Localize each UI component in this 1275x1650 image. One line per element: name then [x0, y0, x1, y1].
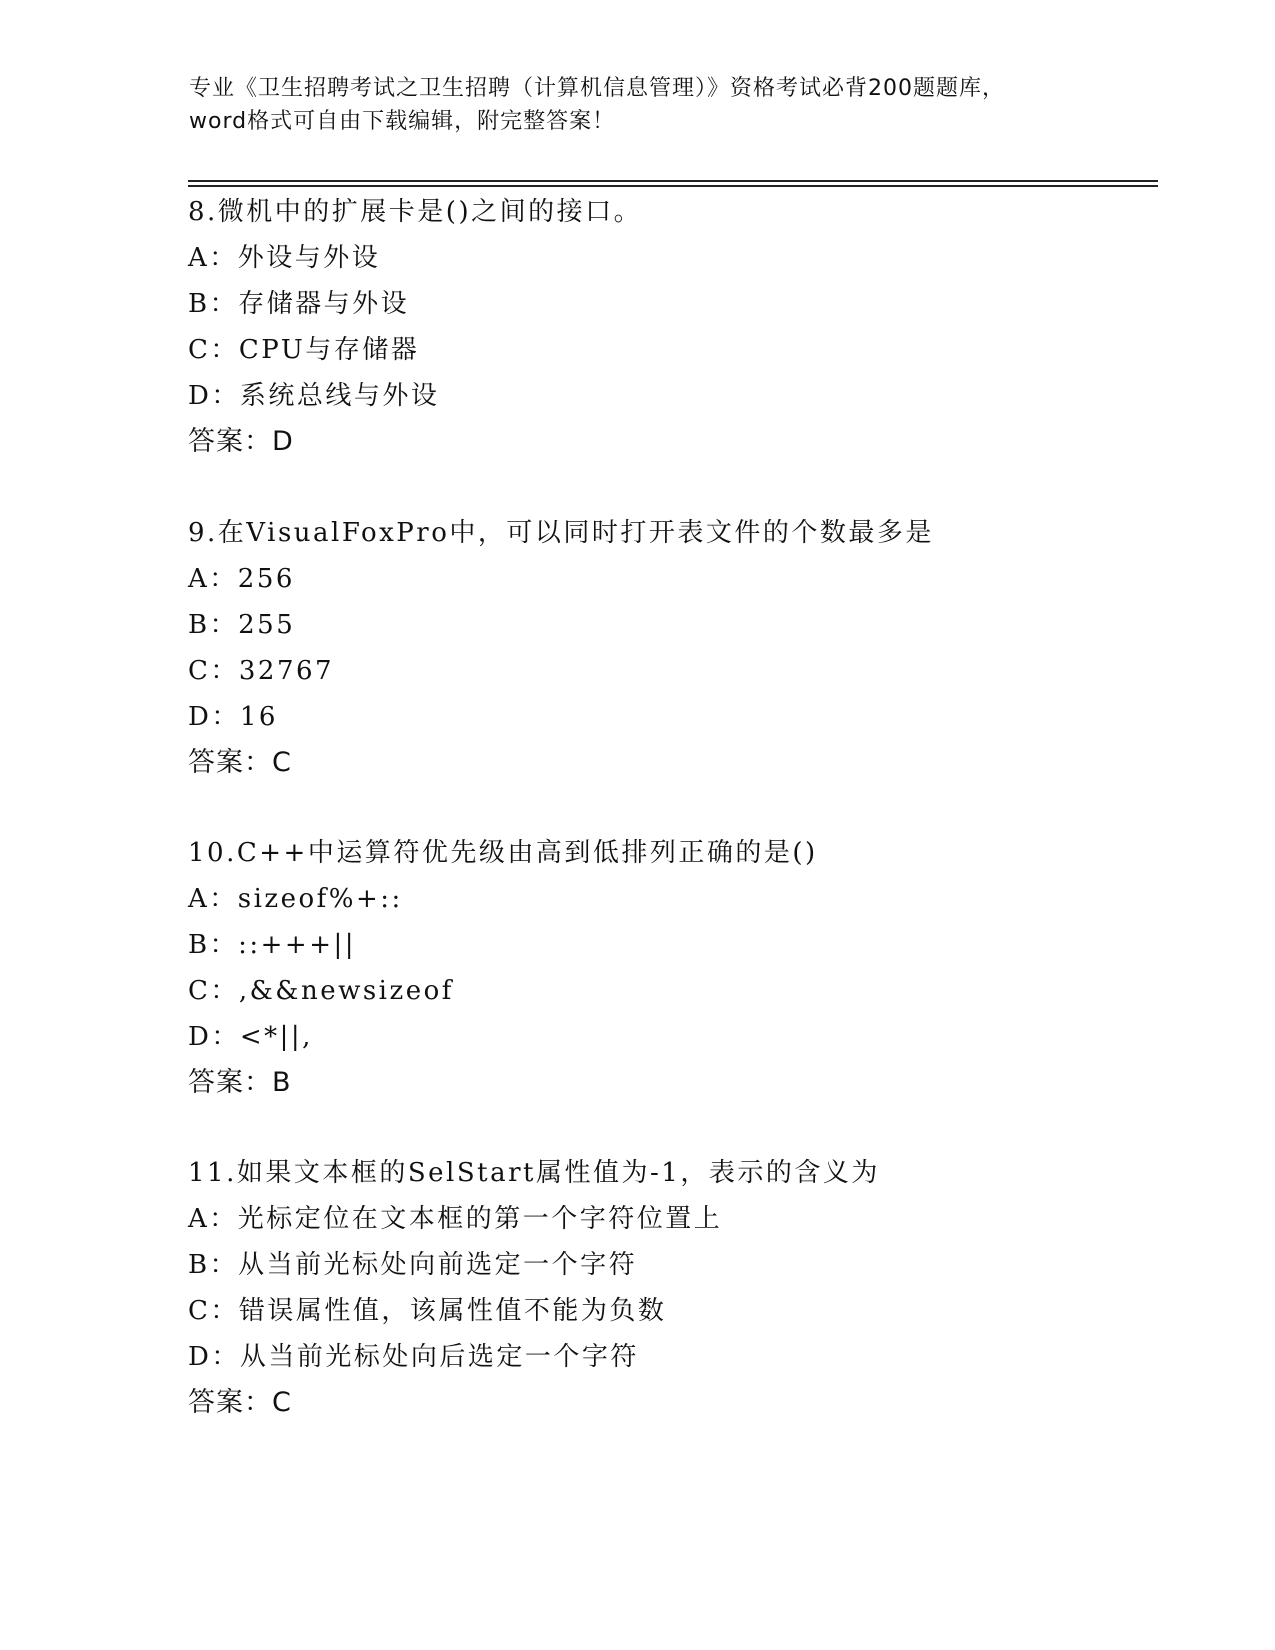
option-c: C：32767 — [188, 656, 335, 686]
option-b: B：从当前光标处向前选定一个字符 — [188, 1250, 638, 1280]
option-b: B：::+++|| — [188, 930, 357, 960]
header-line-1: 专业《卫生招聘考试之卫生招聘（计算机信息管理）》资格考试必背200题题库， — [189, 76, 1005, 101]
question-block — [188, 510, 1168, 786]
option-a: A：256 — [188, 564, 295, 594]
option-b: B：255 — [188, 610, 296, 640]
option-c: C：CPU与存储器 — [188, 335, 420, 365]
option-d: D：系统总线与外设 — [188, 381, 440, 411]
answer-text: 答案：C — [188, 747, 292, 778]
answer-text: 答案：D — [188, 426, 294, 457]
header-divider-bottom — [188, 185, 1158, 187]
header-divider-top — [188, 180, 1158, 182]
question-block — [188, 830, 1168, 1106]
question-text: 8.微机中的扩展卡是()之间的接口。 — [188, 197, 643, 227]
option-c: C：错误属性值，该属性值不能为负数 — [188, 1296, 667, 1326]
option-c: C：,&&newsizeof — [188, 976, 454, 1006]
header-line-2: word格式可自由下载编辑，附完整答案！ — [189, 109, 616, 134]
option-d: D：从当前光标处向后选定一个字符 — [188, 1342, 639, 1372]
question-text: 10.C++中运算符优先级由高到低排列正确的是() — [188, 838, 818, 868]
answer-text: 答案：B — [188, 1067, 292, 1098]
document-header — [189, 72, 1089, 138]
option-a: A：光标定位在文本框的第一个字符位置上 — [188, 1204, 723, 1234]
option-b: B：存储器与外设 — [188, 289, 410, 319]
option-a: A：外设与外设 — [188, 243, 381, 273]
question-text: 11.如果文本框的SelStart属性值为-1，表示的含义为 — [188, 1158, 880, 1188]
option-a: A：sizeof%+:: — [188, 884, 403, 914]
option-d: D：<*||, — [188, 1022, 313, 1052]
option-d: D：16 — [188, 702, 278, 732]
answer-text: 答案：C — [188, 1387, 292, 1418]
question-text: 9.在VisualFoxPro中，可以同时打开表文件的个数最多是 — [188, 518, 934, 548]
question-block — [188, 189, 1168, 465]
question-block — [188, 1150, 1168, 1426]
